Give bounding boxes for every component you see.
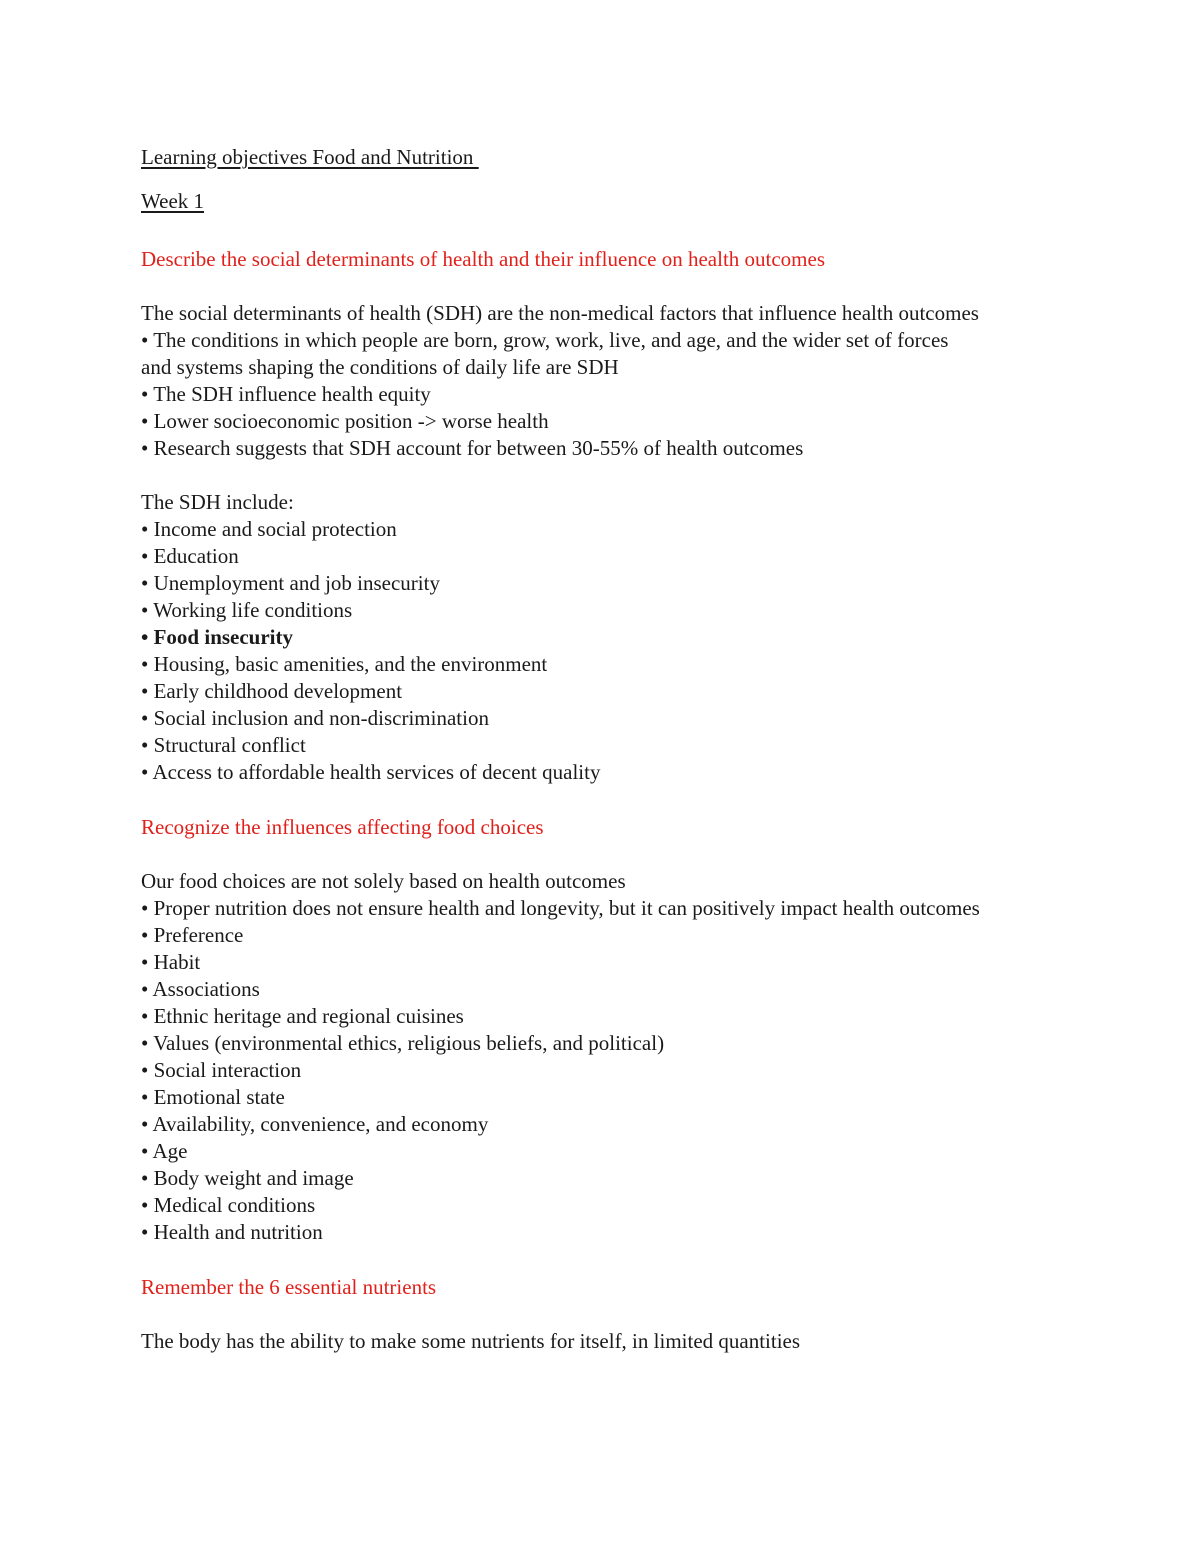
section-heading: Describe the social determinants of health and their influence on health outcomes xyxy=(141,247,826,271)
section-essential-nutrients xyxy=(141,1274,981,1355)
paragraph: The SDH include: xyxy=(141,490,294,514)
list-item: • The SDH influence health equity xyxy=(141,382,431,406)
list-item: • Medical conditions xyxy=(141,1193,316,1217)
list-item: • Education xyxy=(141,544,239,568)
section-food-choices xyxy=(141,814,981,1274)
paragraph: Our food choices are not solely based on health outcomes xyxy=(141,869,626,893)
section-heading: Recognize the influences affecting food choices xyxy=(141,815,544,839)
list-item: • Ethnic heritage and regional cuisines xyxy=(141,1004,464,1028)
list-item: • Age xyxy=(141,1139,188,1163)
list-item: • Associations xyxy=(141,977,260,1001)
list-item: • Proper nutrition does not ensure health and longevity, but it can positively impact health outcomes xyxy=(141,896,980,920)
list-item: • Lower socioeconomic position -> worse health xyxy=(141,409,549,433)
list-item: • Access to affordable health services of decent quality xyxy=(141,760,601,784)
section-heading: Remember the 6 essential nutrients xyxy=(141,1275,437,1299)
week-label: Week 1 xyxy=(141,189,205,213)
list-item-emphasized: • Food insecurity xyxy=(141,625,294,649)
list-item: • Availability, convenience, and economy xyxy=(141,1112,489,1136)
list-item: • Values (environmental ethics, religious beliefs, and political) xyxy=(141,1031,665,1055)
list-item: • The conditions in which people are born, grow, work, live, and age, and the wider set of forces and systems shaping the conditions of daily life are SDH xyxy=(141,328,949,379)
paragraph: The body has the ability to make some nutrients for itself, in limited quantities xyxy=(141,1329,801,1353)
list-item: • Preference xyxy=(141,923,244,947)
list-item: • Body weight and image xyxy=(141,1166,354,1190)
list-item: • Early childhood development xyxy=(141,679,403,703)
document-page xyxy=(141,144,981,1355)
list-item: • Emotional state xyxy=(141,1085,285,1109)
list-item: • Social inclusion and non-discrimination xyxy=(141,706,489,730)
list-item: • Research suggests that SDH account for between 30-55% of health outcomes xyxy=(141,436,804,460)
list-item: • Habit xyxy=(141,950,201,974)
list-item: • Social interaction xyxy=(141,1058,302,1082)
section-social-determinants xyxy=(141,246,981,814)
list-item: • Working life conditions xyxy=(141,598,353,622)
paragraph: The social determinants of health (SDH) are the non-medical factors that influence health outcomes xyxy=(141,301,979,325)
document-title: Learning objectives Food and Nutrition xyxy=(141,145,479,169)
list-item: • Unemployment and job insecurity xyxy=(141,571,440,595)
list-item: • Housing, basic amenities, and the environment xyxy=(141,652,548,676)
list-item: • Income and social protection xyxy=(141,517,397,541)
list-item: • Structural conflict xyxy=(141,733,306,757)
list-item: • Health and nutrition xyxy=(141,1220,323,1244)
